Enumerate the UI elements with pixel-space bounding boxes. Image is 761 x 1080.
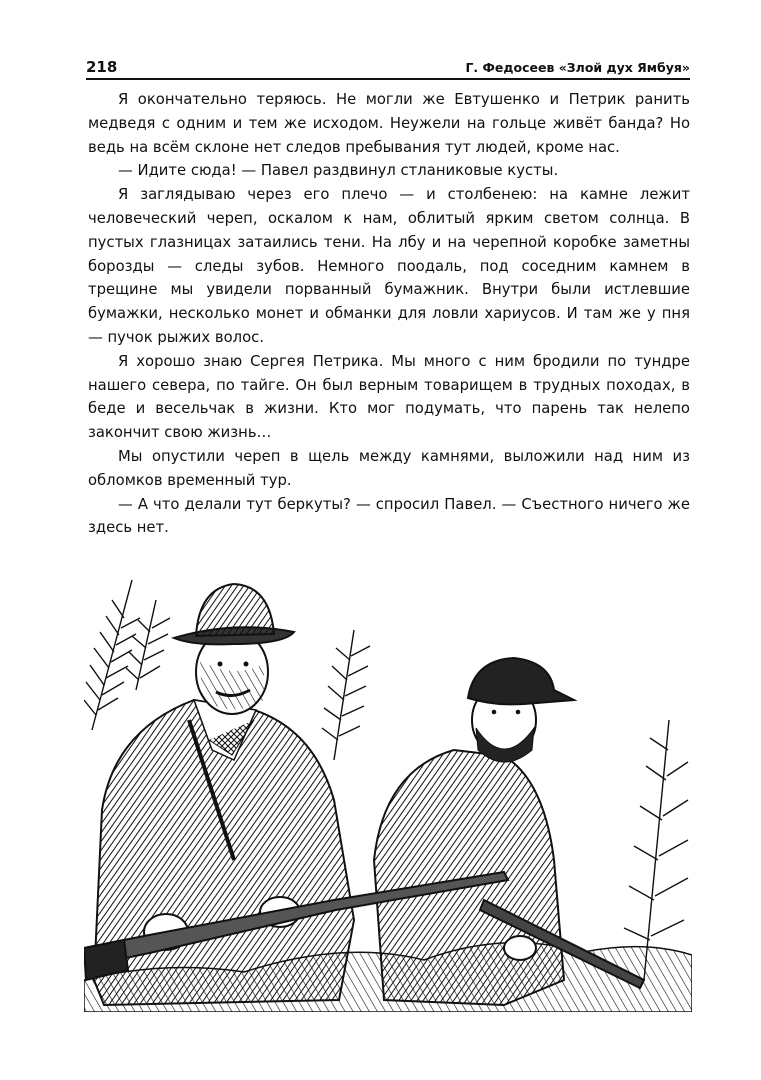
spruce-right-icon <box>624 720 688 980</box>
header-rule <box>86 78 690 80</box>
spruce-middle-icon <box>322 630 370 760</box>
paragraph-6: — А что делали тут беркуты? — спросил Павел. — Съестного ничего же здесь нет. <box>88 495 690 537</box>
paragraph-1: Я окончательно теряюсь. Не могли же Евтушенко и Петрик ранить медведя с одним и тем же исходом. Неужели на гольце живёт банда? Но ведь на всём склоне нет следов пребывания тут людей, кроме нас. <box>88 91 690 156</box>
hunter-right-figure <box>374 658 574 1005</box>
paragraph-5: Мы опустили череп в щель между камнями, выложили над ним из обломков временный тур. <box>88 447 690 489</box>
body-text <box>88 88 690 540</box>
paragraph-2: — Идите сюда! — Павел раздвинул стланиковые кусты. <box>118 162 559 180</box>
illustration-two-hunters-icon <box>84 560 692 1012</box>
book-title: Г. Федосеев «Злой дух Ямбуя» <box>465 60 690 75</box>
running-head <box>86 58 690 80</box>
paragraph-3: Я заглядываю через его плечо — и столбенею: на камне лежит человеческий череп, оскалом к нам, облитый ярким светом солнца. В пустых глазницах затаились тени. На лбу и на черепной коробке заметны борозды — следы зубов. Немного поодаль, под соседним камнем в трещине мы увидели порванный бумажник. Внутри были истлевшие бумажки, несколько монет и обманки для ловли хариусов. И там же у пня — пучок рыжих волос. <box>88 186 690 346</box>
paragraph-4: Я хорошо знаю Сергея Петрика. Мы много с ним бродили по тундре нашего севера, по тайге. Он был верным товарищем в трудных походах, в беде и весельчак в жизни. Кто мог подумать, что парень так нелепо закончит свою жизнь… <box>88 352 690 442</box>
spruce-left-icon <box>84 580 170 730</box>
page-number: 218 <box>86 58 118 76</box>
